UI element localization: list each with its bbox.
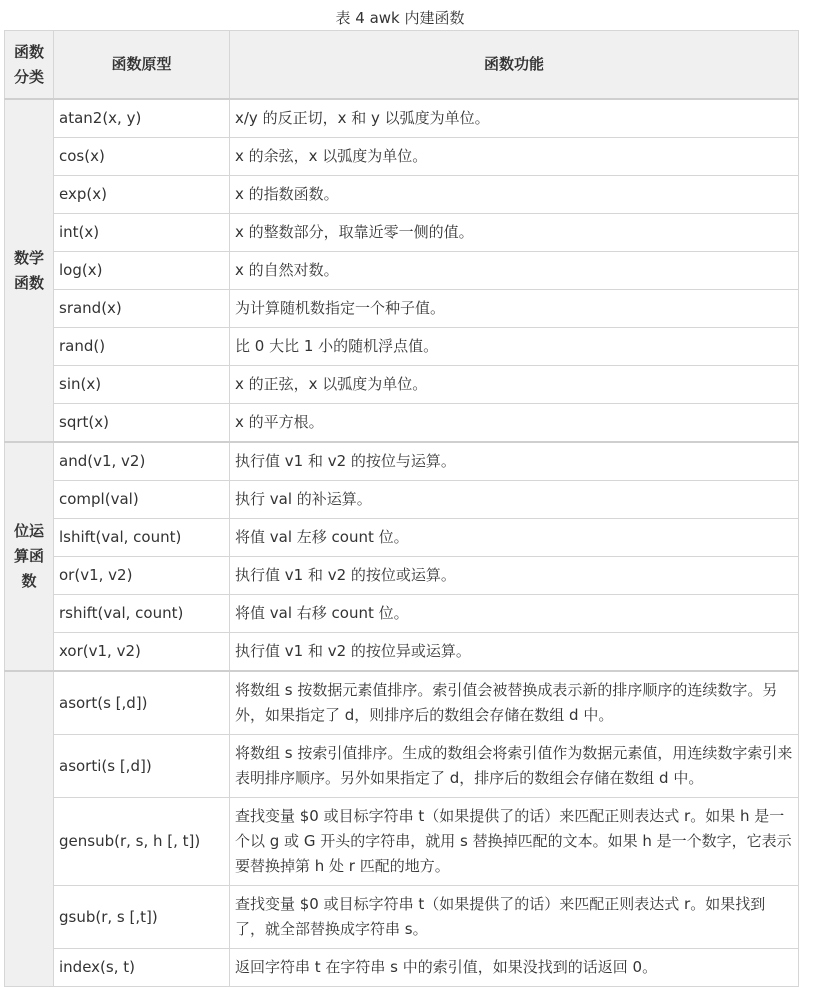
group-bitwise (5, 442, 799, 671)
table-row (5, 328, 799, 366)
proto-cell: compl(val) (54, 481, 230, 519)
header-prototype: 函数原型 (54, 31, 230, 100)
desc-cell: 查找变量 $0 或目标字符串 t（如果提供了的话）来匹配正则表达式 r。如果 h 是一个以 g 或 G 开头的字符串，就用 s 替换掉匹配的文本。如果 h 是一个数字，它表示要替换掉第 h 处 r 匹配的地方。 (230, 798, 799, 886)
desc-cell: 执行 val 的补运算。 (230, 481, 799, 519)
proto-cell: asort(s [,d]) (54, 671, 230, 735)
desc-cell: x 的余弦，x 以弧度为单位。 (230, 138, 799, 176)
proto-cell: sin(x) (54, 366, 230, 404)
category-bitwise: 位运算函数 (5, 442, 54, 671)
proto-cell: exp(x) (54, 176, 230, 214)
group-math (5, 99, 799, 442)
desc-cell: 查找变量 $0 或目标字符串 t（如果提供了的话）来匹配正则表达式 r。如果找到了，就全部替换成字符串 s。 (230, 886, 799, 949)
group-string (5, 671, 799, 987)
proto-cell: gensub(r, s, h [, t]) (54, 798, 230, 886)
proto-cell: atan2(x, y) (54, 99, 230, 138)
proto-cell: sqrt(x) (54, 404, 230, 443)
desc-cell: 将数组 s 按索引值排序。生成的数组会将索引值作为数据元素值，用连续数字索引来表明排序顺序。另外如果指定了 d，排序后的数组会存储在数组 d 中。 (230, 735, 799, 798)
table-row (5, 99, 799, 138)
desc-cell: 将值 val 左移 count 位。 (230, 519, 799, 557)
header-category: 函数分类 (5, 31, 54, 100)
proto-cell: int(x) (54, 214, 230, 252)
proto-cell: srand(x) (54, 290, 230, 328)
category-string (5, 671, 54, 987)
table-row (5, 557, 799, 595)
table-row (5, 798, 799, 886)
table-row (5, 886, 799, 949)
desc-cell: 将数组 s 按数据元素值排序。索引值会被替换成表示新的排序顺序的连续数字。另外，如果指定了 d，则排序后的数组会存储在数组 d 中。 (230, 671, 799, 735)
desc-cell: x 的指数函数。 (230, 176, 799, 214)
table-row (5, 735, 799, 798)
proto-cell: cos(x) (54, 138, 230, 176)
table-row (5, 290, 799, 328)
proto-cell: gsub(r, s [,t]) (54, 886, 230, 949)
header-description: 函数功能 (230, 31, 799, 100)
desc-cell: x 的正弦，x 以弧度为单位。 (230, 366, 799, 404)
proto-cell: rand() (54, 328, 230, 366)
proto-cell: lshift(val, count) (54, 519, 230, 557)
table-row (5, 949, 799, 987)
proto-cell: rshift(val, count) (54, 595, 230, 633)
awk-functions-table (4, 30, 799, 987)
table-row (5, 519, 799, 557)
desc-cell: 执行值 v1 和 v2 的按位与运算。 (230, 442, 799, 481)
table-row (5, 138, 799, 176)
table-row (5, 481, 799, 519)
category-math: 数学函数 (5, 99, 54, 442)
proto-cell: or(v1, v2) (54, 557, 230, 595)
proto-cell: index(s, t) (54, 949, 230, 987)
proto-cell: log(x) (54, 252, 230, 290)
proto-cell: and(v1, v2) (54, 442, 230, 481)
desc-cell: x 的自然对数。 (230, 252, 799, 290)
desc-cell: 返回字符串 t 在字符串 s 中的索引值，如果没找到的话返回 0。 (230, 949, 799, 987)
proto-cell: xor(v1, v2) (54, 633, 230, 672)
desc-cell: 比 0 大比 1 小的随机浮点值。 (230, 328, 799, 366)
table-row (5, 442, 799, 481)
table-row (5, 214, 799, 252)
desc-cell: 将值 val 右移 count 位。 (230, 595, 799, 633)
table-row (5, 176, 799, 214)
proto-cell: asorti(s [,d]) (54, 735, 230, 798)
table-row (5, 671, 799, 735)
table-row (5, 252, 799, 290)
table-row (5, 404, 799, 443)
table-caption: 表 4 awk 内建函数 (335, 9, 465, 27)
desc-cell: 执行值 v1 和 v2 的按位异或运算。 (230, 633, 799, 672)
table-row (5, 633, 799, 672)
table-row (5, 595, 799, 633)
desc-cell: x 的整数部分，取靠近零一侧的值。 (230, 214, 799, 252)
desc-cell: x/y 的反正切，x 和 y 以弧度为单位。 (230, 99, 799, 138)
desc-cell: 执行值 v1 和 v2 的按位或运算。 (230, 557, 799, 595)
desc-cell: 为计算随机数指定一个种子值。 (230, 290, 799, 328)
table-row (5, 366, 799, 404)
desc-cell: x 的平方根。 (230, 404, 799, 443)
